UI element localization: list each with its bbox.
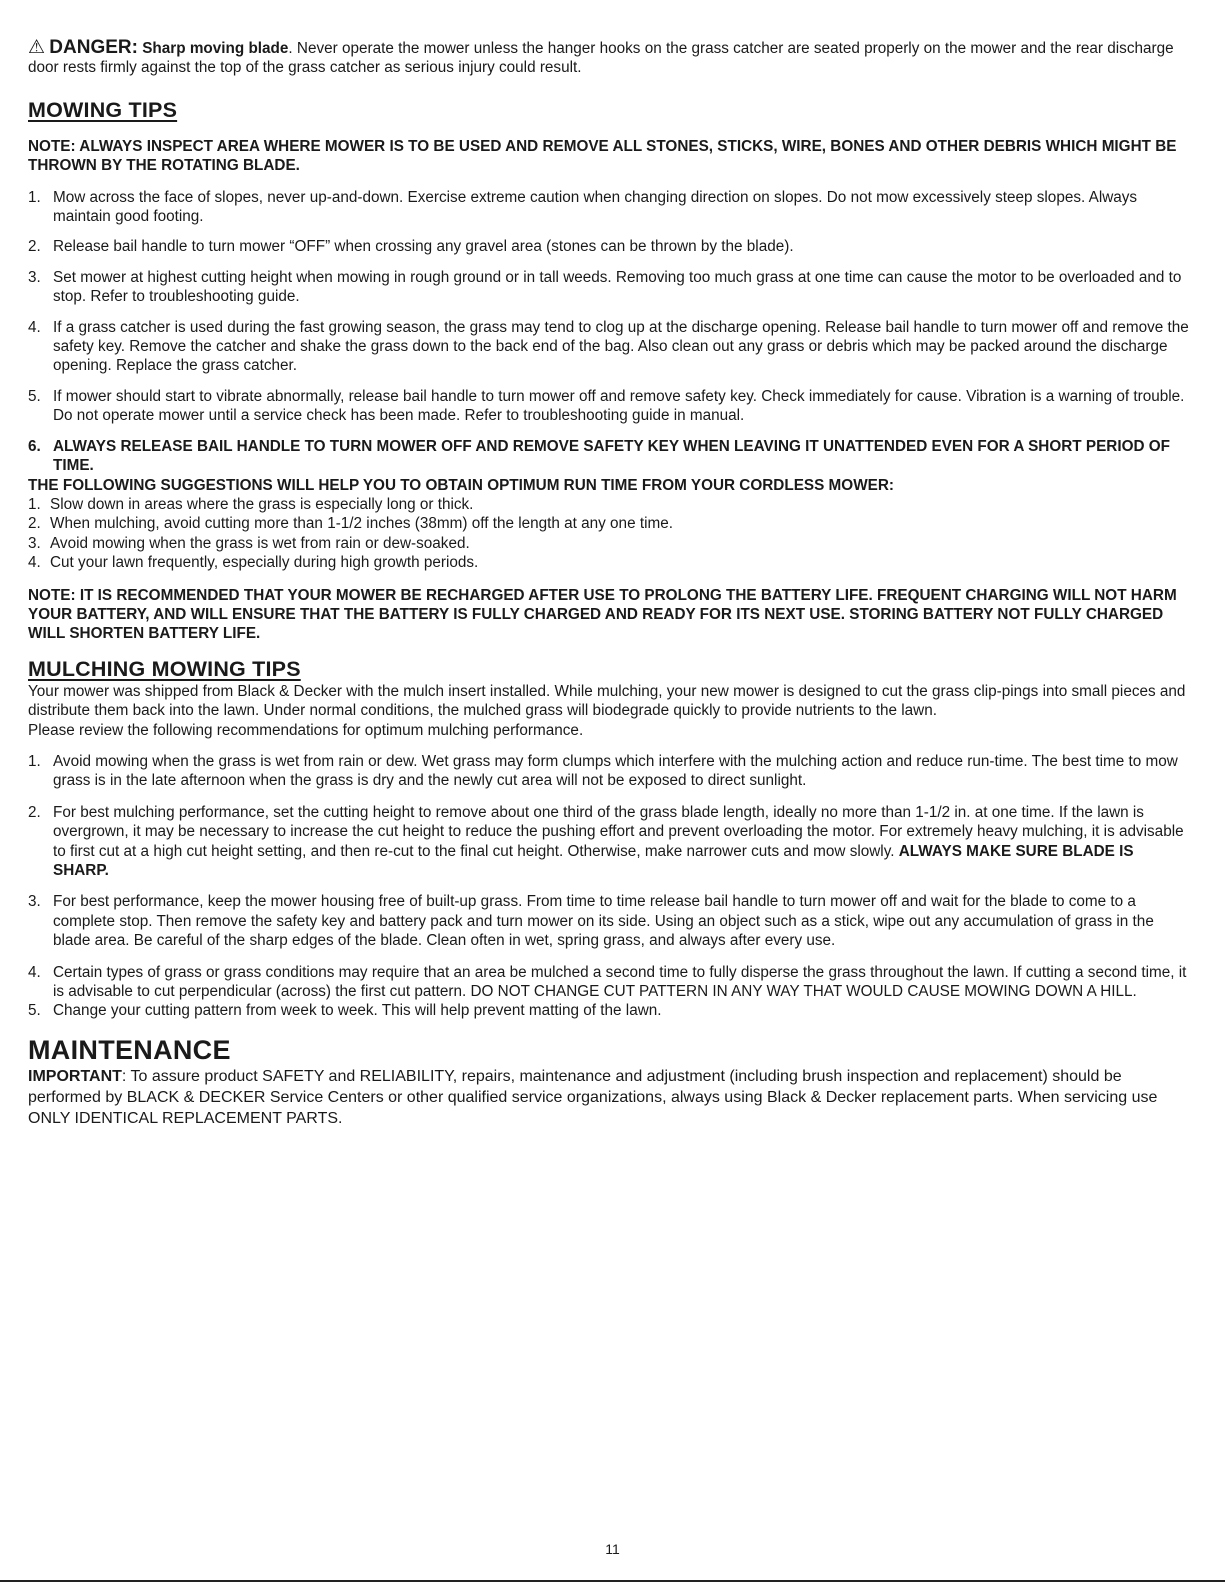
list-item: 1. Mow across the face of slopes, never up-and-down. Exercise extreme caution when changing direction on slopes. Do not mow excessively steep slopes. Always maintain good footing.	[28, 188, 1138, 226]
maintenance-text: IMPORTANT: To assure product SAFETY and RELIABILITY, repairs, maintenance and adjustment (including brush inspection and replacement) should be performed by BLACK & DECKER Service Centers or other qualified service organizations, always using Black & Decker replacement parts. When servicing use ONLY IDENTICAL REPLACEMENT PARTS.	[28, 1067, 1158, 1127]
battery-note: NOTE: IT IS RECOMMENDED THAT YOUR MOWER BE RECHARGED AFTER USE TO PROLONG THE BATTERY LIFE. FREQUENT CHARGING WILL NOT HARM YOUR BATTERY, AND WILL ENSURE THAT THE BATTERY IS FULLY CHARGED AND READY FOR ITS NEXT USE. STORING BATTERY NOT FULLY CHARGED WILL SHORTEN BATTERY LIFE.	[28, 586, 1177, 643]
mulching-intro: Your mower was shipped from Black & Decker with the mulch insert installed. While mulching, your new mower is designed to cut the grass clip-pings into small pieces and distribute them back into the lawn. Under normal conditions, the mulched grass will biodegrade quickly to provide nutrients to the lawn.	[28, 682, 1186, 720]
list-item: 2. When mulching, avoid cutting more than 1-1/2 inches (38mm) off the length at any one time.	[28, 515, 673, 533]
manual-page	[28, 38, 1192, 1129]
list-item: 4. Cut your lawn frequently, especially during high growth periods.	[28, 554, 479, 572]
mulching-review: Please review the following recommendations for optimum mulching performance.	[28, 721, 584, 739]
warning-triangle-icon: ⚠	[28, 37, 46, 58]
danger-word: DANGER:	[49, 37, 138, 58]
danger-text: . Never operate the mower unless the hanger hooks on the grass catcher are seated properly on the mower and the rear discharge door rests firmly against the top of the grass catcher as serious injury could result.	[28, 40, 1174, 77]
list-item: 3. Set mower at highest cutting height when mowing in rough ground or in tall weeds. Removing too much grass at one time can cause the motor to be overloaded and to stop. Refer to troubleshooting guide.	[28, 268, 1182, 306]
danger-heading: Sharp moving blade	[142, 40, 289, 57]
list-item: 2. For best mulching performance, set the cutting height to remove about one third of the grass blade length, ideally no more than 1-1/2 in. at one time. If the lawn is overgrown, it may be necessary to increase the cut height to reduce the pushing effort and prevent overloading the motor. For extremely heavy mulching, it is advisable to first cut at a high cut height setting, and then re-cut to the final cut height. Otherwise, make narrower cuts and mow slowly. ALWAYS MAKE SURE BLADE IS SHARP.	[28, 803, 1184, 879]
list-item: 4. Certain types of grass or grass conditions may require that an area be mulched a second time to fully disperse the grass throughout the lawn. If cutting a second time, it is advisable to cut perpendicular (across) the first cut pattern. DO NOT CHANGE CUT PATTERN IN ANY WAY THAT WOULD CAUSE MOWING DOWN A HILL.	[28, 963, 1187, 1001]
list-item: 4. If a grass catcher is used during the fast growing season, the grass may tend to clog up at the discharge opening. Release bail handle to turn mower off and remove the safety key. Remove the catcher and shake the grass down to the back end of the bag. Also clean out any grass or debris which may be packed around the discharge opening. Replace the grass catcher.	[28, 318, 1189, 375]
suggestions-heading: THE FOLLOWING SUGGESTIONS WILL HELP YOU TO OBTAIN OPTIMUM RUN TIME FROM YOUR CORDLESS MOWER:	[28, 476, 894, 494]
section-title-maintenance: MAINTENANCE	[28, 1034, 231, 1065]
page-number: 11	[605, 1541, 620, 1557]
page-bottom-rule	[0, 1580, 1225, 1582]
list-item: 5. If mower should start to vibrate abnormally, release bail handle to turn mower off and remove safety key. Check immediately for cause. Vibration is a warning of trouble. Do not operate mower until a service check has been made. Refer to troubleshooting guide in manual.	[28, 387, 1185, 425]
list-item: 1. Avoid mowing when the grass is wet from rain or dew. Wet grass may form clumps which interfere with the mulching action and reduce run-time. The best time to mow grass is in the late afternoon when the grass is dry and the newly cut area will not be exposed to direct sunlight.	[28, 752, 1178, 790]
danger-warning	[28, 38, 1192, 78]
section-title-mowing-tips: MOWING TIPS	[28, 97, 178, 122]
section-title-mulching: MULCHING MOWING TIPS	[28, 656, 301, 681]
debris-note: NOTE: ALWAYS INSPECT AREA WHERE MOWER IS TO BE USED AND REMOVE ALL STONES, STICKS, WIRE, BONES AND OTHER DEBRIS WHICH MIGHT BE THROWN BY THE ROTATING BLADE.	[28, 137, 1177, 175]
list-item: 5. Change your cutting pattern from week to week. This will help prevent matting of the lawn.	[28, 1002, 662, 1020]
list-item: 6. ALWAYS RELEASE BAIL HANDLE TO TURN MOWER OFF AND REMOVE SAFETY KEY WHEN LEAVING IT UNATTENDED EVEN FOR A SHORT PERIOD OF TIME.	[28, 437, 1171, 475]
list-item: 3. Avoid mowing when the grass is wet from rain or dew-soaked.	[28, 534, 470, 552]
list-item: 1. Slow down in areas where the grass is especially long or thick.	[28, 495, 474, 513]
list-item: 2. Release bail handle to turn mower “OFF” when crossing any gravel area (stones can be thrown by the blade).	[28, 238, 794, 256]
list-item: 3. For best performance, keep the mower housing free of built-up grass. From time to time release bail handle to turn mower off and wait for the blade to come to a complete stop. Then remove the safety key and battery pack and turn mower on its side. Using an object such as a stick, wipe out any accumulation of grass in the blade area. Be careful of the sharp edges of the blade. Clean often in wet, spring grass, and always after every use.	[28, 893, 1154, 950]
